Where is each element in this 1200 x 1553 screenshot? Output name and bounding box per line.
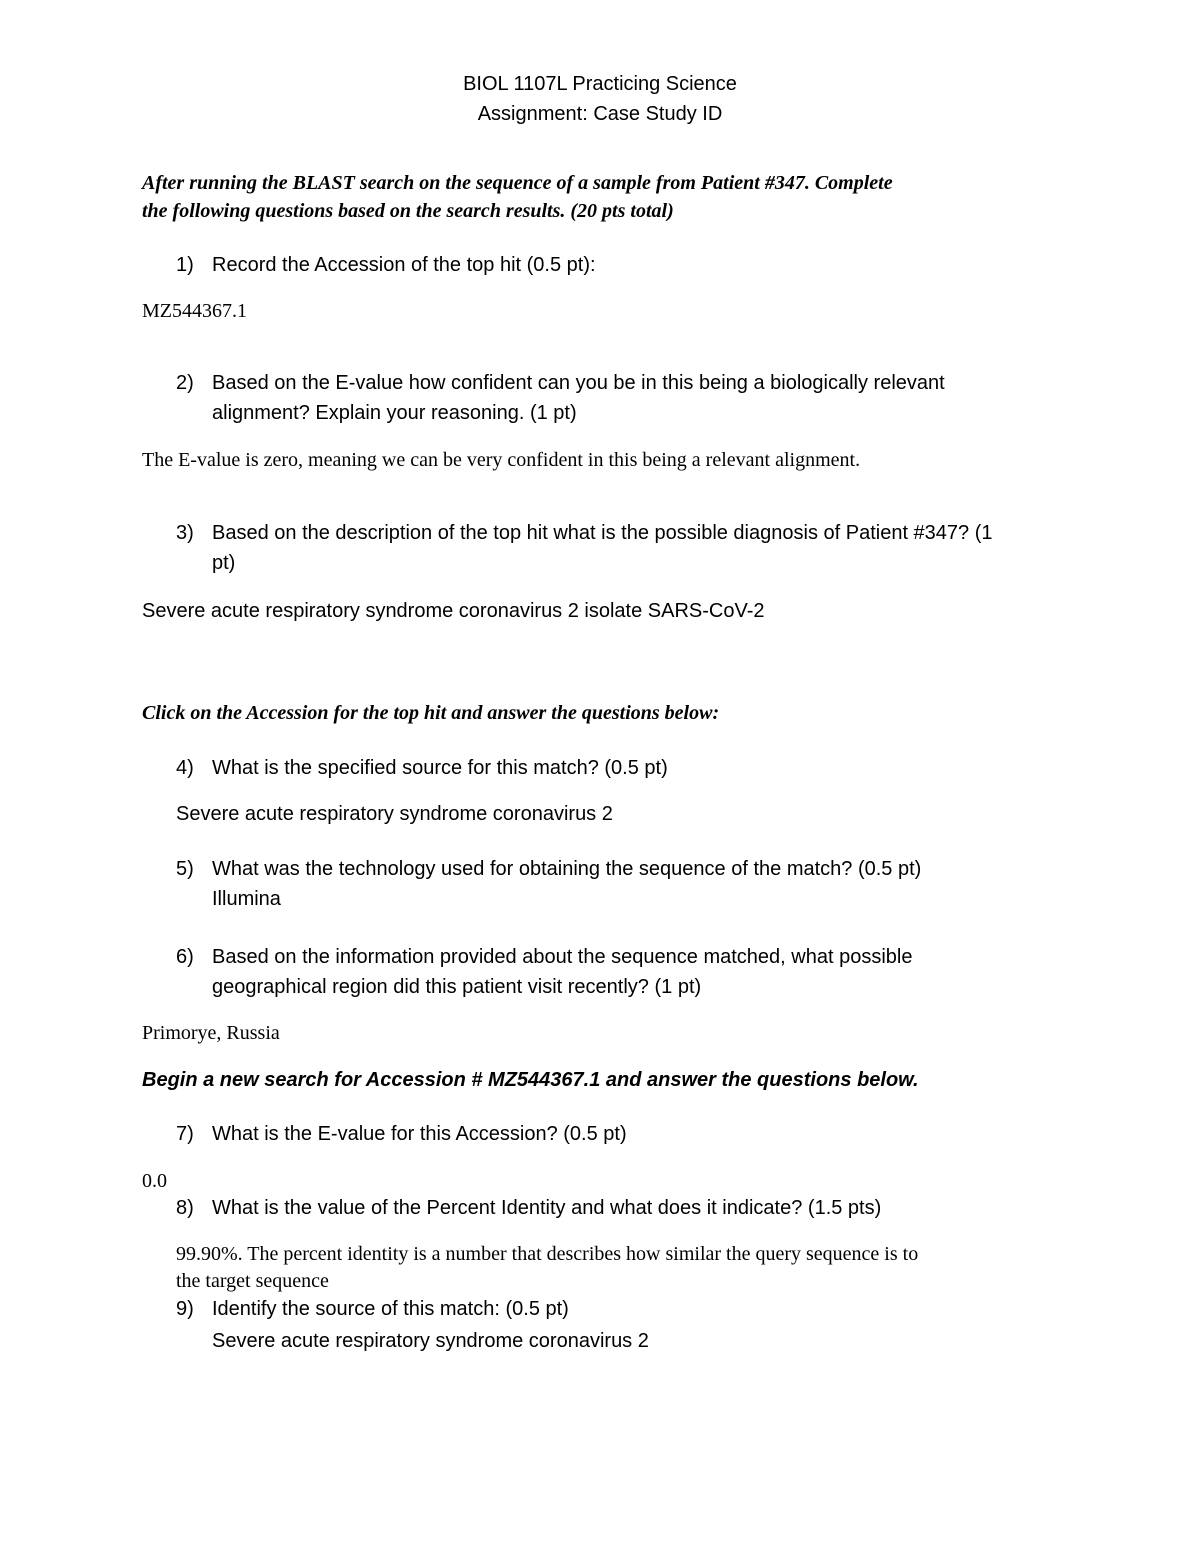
q2-answer: The E-value is zero, meaning we can be very confident in this being a relevant alignment. [142,449,861,471]
q9-answer: Severe acute respiratory syndrome coronavirus 2 [212,1330,649,1352]
section-3-heading: Begin a new search for Accession # MZ544367.1 and answer the questions below. [142,1069,919,1091]
q5-number: 5) [176,858,194,880]
q7-answer: 0.0 [142,1170,167,1192]
q9-number: 9) [176,1298,194,1320]
q6-question-line-2: geographical region did this patient visit recently? (1 pt) [212,976,702,998]
section-2-heading: Click on the Accession for the top hit and answer the questions below: [142,702,720,724]
q5-answer: Illumina [212,888,281,910]
intro-line-2: the following questions based on the search results. (20 pts total) [142,200,674,222]
q1-number: 1) [176,254,194,276]
intro-line-1: After running the BLAST search on the sequence of a sample from Patient #347. Complete [142,172,893,194]
q2-question-line-2: alignment? Explain your reasoning. (1 pt) [212,402,577,424]
q4-answer: Severe acute respiratory syndrome coronavirus 2 [176,803,613,825]
q7-question: What is the E-value for this Accession? (0.5 pt) [212,1123,627,1145]
course-title: BIOL 1107L Practicing Science [463,73,737,95]
q9-question: Identify the source of this match: (0.5 pt) [212,1298,569,1320]
q1-answer: MZ544367.1 [142,300,247,322]
q4-question: What is the specified source for this match? (0.5 pt) [212,757,668,779]
q8-number: 8) [176,1197,194,1219]
q4-number: 4) [176,757,194,779]
q3-question-line-1: Based on the description of the top hit what is the possible diagnosis of Patient #347? (1 [212,522,993,544]
q2-number: 2) [176,372,194,394]
q6-number: 6) [176,946,194,968]
q8-answer-line-2: the target sequence [176,1270,329,1292]
q1-question: Record the Accession of the top hit (0.5 pt): [212,254,596,276]
q8-answer-line-1: 99.90%. The percent identity is a number that describes how similar the query sequence is to [176,1243,919,1265]
q6-question-line-1: Based on the information provided about the sequence matched, what possible [212,946,913,968]
q3-number: 3) [176,522,194,544]
assignment-title: Assignment: Case Study ID [477,103,723,125]
q7-number: 7) [176,1123,194,1145]
q3-answer: Severe acute respiratory syndrome coronavirus 2 isolate SARS-CoV-2 [142,600,765,622]
q2-question-line-1: Based on the E-value how confident can you be in this being a biologically relevant [212,372,945,394]
q5-question: What was the technology used for obtaining the sequence of the match? (0.5 pt) [212,858,922,880]
q6-answer: Primorye, Russia [142,1022,280,1044]
q3-question-line-2: pt) [212,552,236,574]
q8-question: What is the value of the Percent Identity and what does it indicate? (1.5 pts) [212,1197,882,1219]
